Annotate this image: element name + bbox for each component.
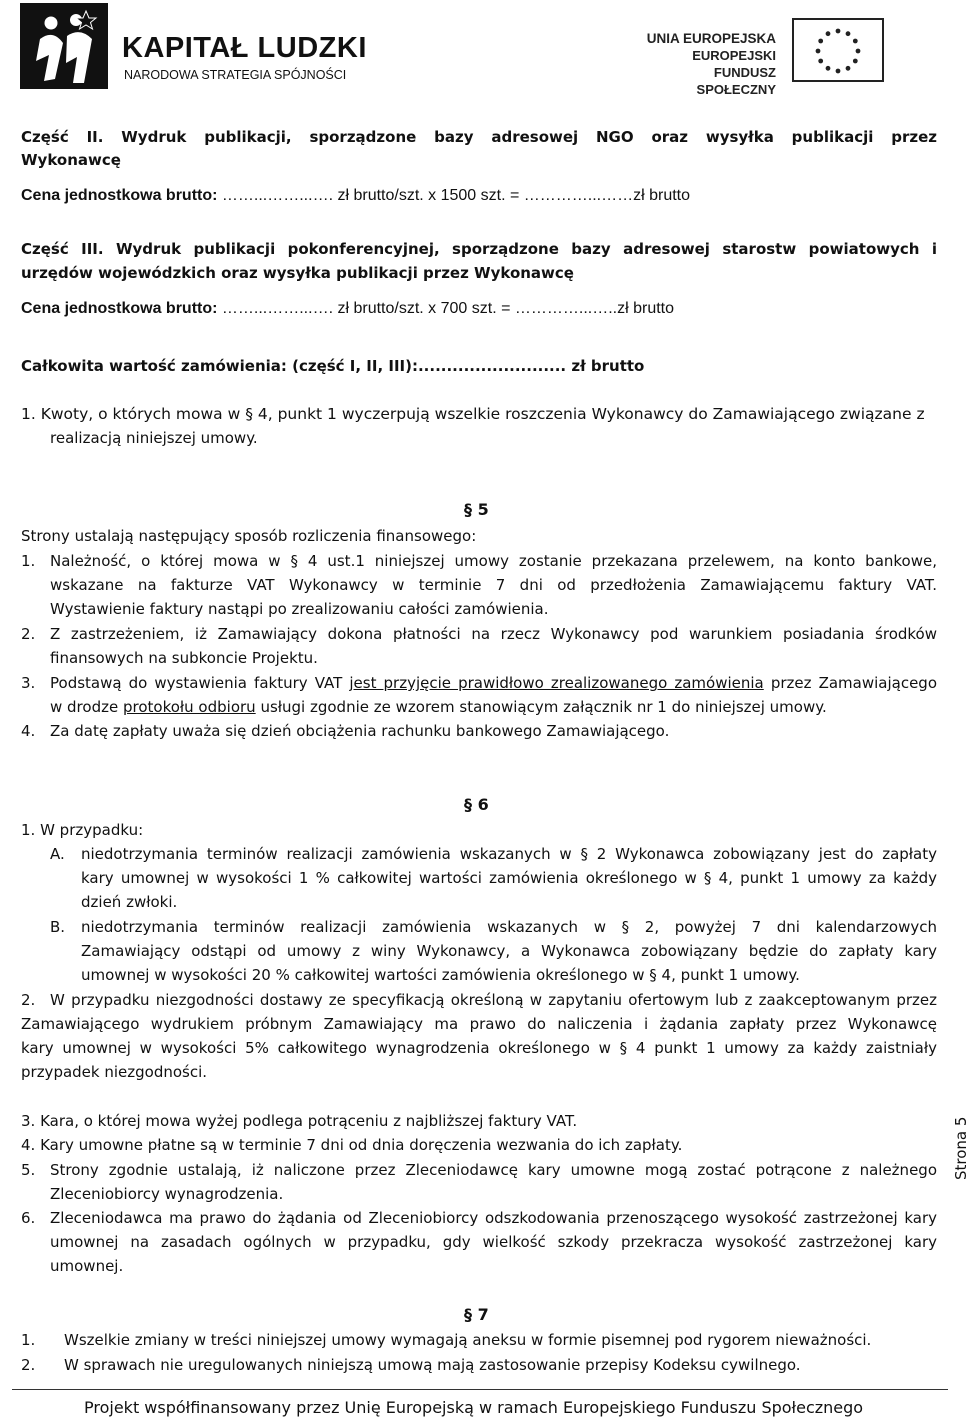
s5-item3-underlined-acceptance: jest przyjęcie prawidłowo zrealizowanego zamówienia [349,674,764,692]
s6-item-b-line2: Zamawiający odstąpi od umowy z winy Wykonawcy, a Wykonawca zobowiązany będzie do zapłaty kary [81,942,937,960]
section-7-heading: § 7 [464,1305,489,1324]
s6-item-a-mark: A. [50,845,65,863]
s6-item6-line1: Zleceniodawca ma prawo do żądania od Zleceniobiorcy odszkodowania przenoszącego wysokość zastrzeżonej kary [50,1209,937,1227]
s5-item2-number: 2. [21,625,36,643]
eu-line-3: FUNDUSZ SPOŁECZNY [696,65,776,97]
part3-title-line2: urzędów wojewódzkich oraz wysyłka publikacji przez Wykonawcę [21,264,574,282]
kapital-ludzki-subtitle: NARODOWA STRATEGIA SPÓJNOŚCI [124,68,347,82]
s6-item1: 1. W przypadku: [21,821,144,839]
s6-item5-line2: Zleceniobiorcy wynagrodzenia. [50,1185,284,1203]
eu-fund-text [640,30,776,98]
part2-title-line2: Wykonawcę [21,151,121,169]
s6-item-b-line1: niedotrzymania terminów realizacji zamówienia wskazanych w § 2, powyżej 7 dni kalendarzowych [81,918,937,936]
s5-item1-number: 1. [21,552,36,570]
part3-price [21,298,674,319]
s5-item3-number: 3. [21,674,36,692]
eu-line-1: UNIA EUROPEJSKA [646,31,776,46]
s5-item3-underlined-protocol: protokołu odbioru [122,698,256,716]
part2-price-value: ……...……...…. zł brutto/szt. x 1500 szt. = …………...……zł brutto [217,187,691,204]
s6-item-a-line2: kary umownej w wysokości 1 % całkowitej wartości zamówienia określonego w § 4, punkt 1 umowy za każdy [81,869,937,887]
footer-divider [12,1389,948,1390]
s5-item3-line1 [50,673,937,693]
s5-item1-line3: Wystawienie faktury nastąpi po zrealizowaniu całości zamówienia. [50,600,549,618]
s5-item4-number: 4. [21,722,36,740]
s6-item6-line2: umownej na zasadach ogólnych w przypadku, gdy wielkość szkody przekracza wysokość zastrzeżonej kary [50,1233,937,1251]
s7-item1: Wszelkie zmiany w treści niniejszej umowy wymagają aneksu w formie pisemnej pod rygorem nieważności. [64,1331,872,1349]
s6-item6-line3: umownej. [50,1257,124,1275]
s6-item2-line3: kary umownej w wysokości 5% całkowitego wynagrodzenia określonego w § 4 punkt 1 umowy za każdy zaistniały [21,1039,937,1057]
footer-text: Projekt współfinansowany przez Unię Europejską w ramach Europejskiego Funduszu Społecznego [84,1398,864,1417]
s7-item1-number: 1. [21,1331,36,1349]
s6-item2-line4: przypadek niezgodności. [21,1063,208,1081]
total-value: Całkowita wartość zamówienia: (część I, II, III):.......................... zł brutto [21,357,645,375]
s5-item1-line2: wskazane na fakturze VAT Wykonawcy w terminie 7 dni od przedłożenia Zamawiającemu faktury VAT. [50,576,937,594]
section-5-intro: Strony ustalają następujący sposób rozliczenia finansowego: [21,527,477,545]
page-header [0,0,960,95]
s7-item2-number: 2. [21,1356,36,1374]
s6-item-b-mark: B. [50,918,66,936]
part3-title-line1: Część III. Wydruk publikacji pokonferencyjnej, sporządzone bazy adresowej starostw powiatowych i [21,240,937,258]
page-number: Strona 5 [952,1116,970,1180]
s6-item-b-line3: umownej w wysokości 20 % całkowitej wartości zamówienia określonego w § 4, punkt 1 umowy. [81,966,800,984]
kapital-ludzki-logo [20,3,108,89]
s6-item3: 3. Kara, o której mowa wyżej podlega potrąceniu z najbliższej faktury VAT. [21,1112,578,1130]
s5-item3-text-d: w drodze [50,698,123,716]
s6-item4: 4. Kary umowne płatne są w terminie 7 dni od dnia doręczenia wezwania do ich zapłaty. [21,1136,683,1154]
s5-item4-line1: Za datę zapłaty uważa się dzień obciążenia rachunku bankowego Zamawiającego. [50,722,670,740]
s6-item2-number: 2. [21,991,36,1009]
s6-item5-number: 5. [21,1161,36,1179]
s5-item3-text-c: przez Zamawiającego [763,674,937,692]
s7-item2: W sprawach nie uregulowanych niniejszą umową mają zastosowanie przepisy Kodeksu cywilnego. [64,1356,801,1374]
s6-item5-line1: Strony zgodnie ustalają, iż naliczone przez Zleceniodawcę kary umowne mogą zostać potrącone z należnego [50,1161,937,1179]
s5-item3-text-a: Podstawą do wystawienia faktury VAT [50,674,350,692]
part2-price [21,185,690,206]
s5-item3-line2 [50,697,827,717]
s6-item-a-line1: niedotrzymania terminów realizacji zamówienia wskazanych w § 2 Wykonawca zobowiązany jest do zapłaty [81,845,937,863]
part3-price-value: ……...……...…. zł brutto/szt. x 700 szt. = …………...…..zł brutto [217,300,675,317]
s6-item6-number: 6. [21,1209,36,1227]
eu-flag-icon [792,18,884,82]
section-5-heading: § 5 [464,500,489,519]
s6-item2-line2: Zamawiającego wydrukiem próbnym Zamawiający ma prawo do naliczenia i żądania zapłaty przez Wykonawcę [21,1015,937,1033]
section-6-heading: § 6 [464,795,489,814]
s5-item2-line1: Z zastrzeżeniem, iż Zamawiający dokona płatności na rzecz Wykonawcy pod warunkiem posiadania środków [50,625,937,643]
part3-price-label: Cena jednostkowa brutto: [21,300,218,317]
s6-item-a-line3: dzień zwłoki. [81,893,178,911]
s5-item3-text-f: usługi zgodnie ze wzorem stanowiącym załącznik nr 1 do niniejszej umowy. [255,698,827,716]
part2-price-label: Cena jednostkowa brutto: [21,187,218,204]
kapital-ludzki-title: KAPITAŁ LUDZKI [122,32,367,64]
amount-clause-line1: 1. Kwoty, o których mowa w § 4, punkt 1 wyczerpują wszelkie roszczenia Wykonawcy do Zamawiającego związane z [21,405,925,423]
s6-item2-line1: W przypadku niezgodności dostawy ze specyfikacją określoną w zapytaniu ofertowym lub z zaakceptowanym przez [50,991,937,1009]
amount-clause-line2: realizacją niniejszej umowy. [50,429,258,447]
part2-title-line1: Część II. Wydruk publikacji, sporządzone bazy adresowej NGO oraz wysyłka publikacji przez [21,128,937,146]
s5-item1-line1: Należność, o której mowa w § 4 ust.1 niniejszej umowy zostanie przekazana przelewem, na konto bankowe, [50,552,937,570]
eu-line-2: EUROPEJSKI [692,48,776,63]
s5-item2-line2: finansowych na subkoncie Projektu. [50,649,318,667]
